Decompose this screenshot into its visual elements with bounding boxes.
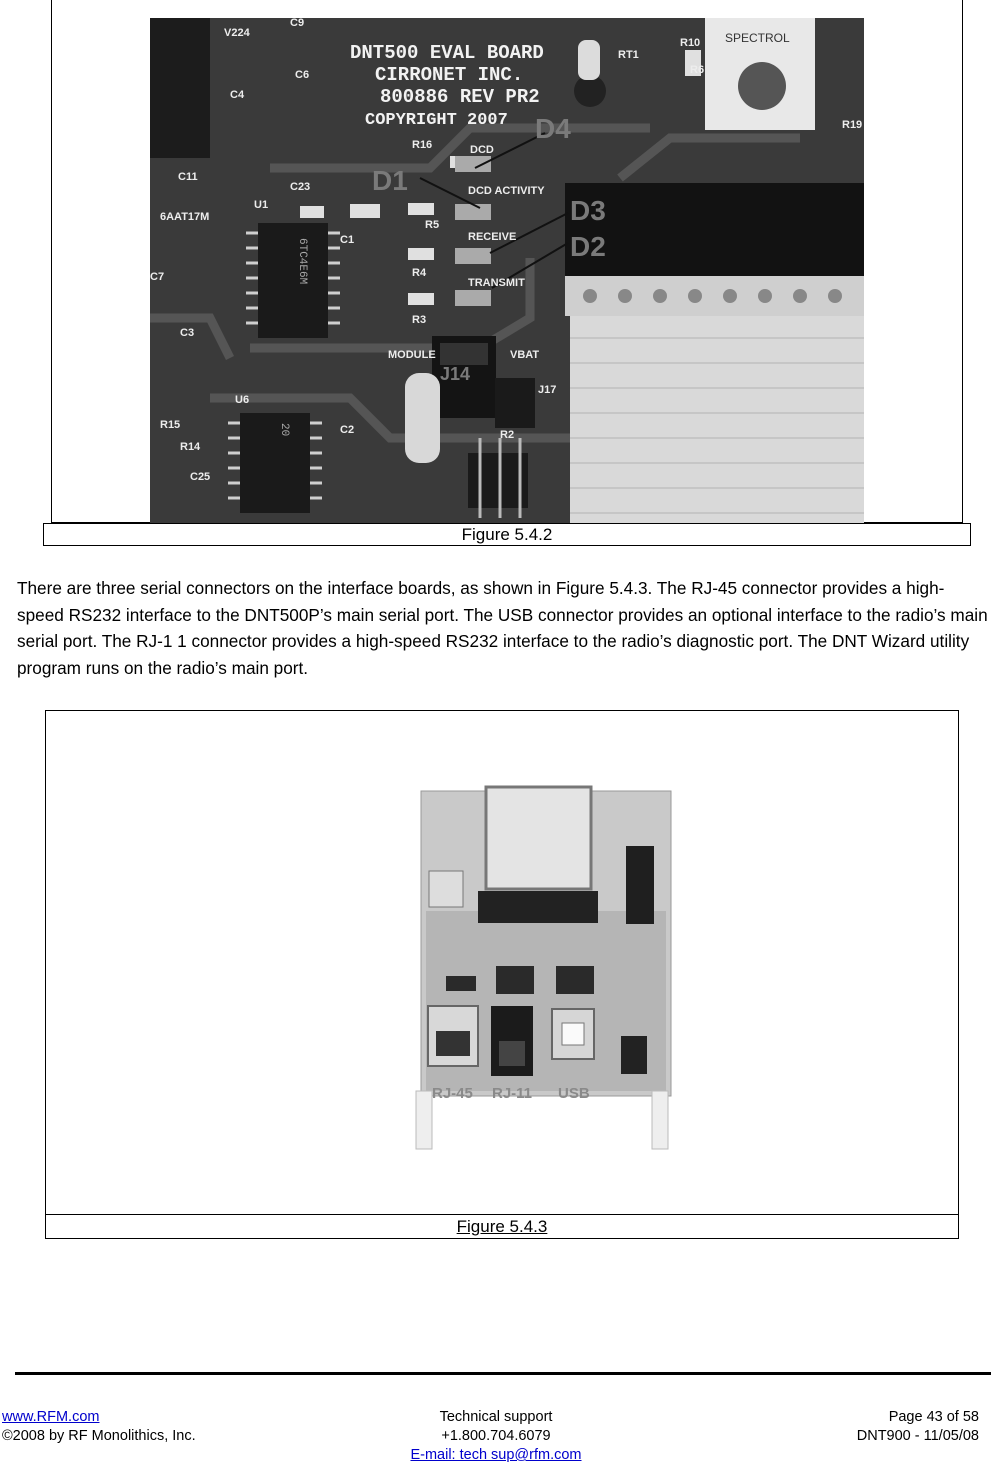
silkscreen-label: C6 xyxy=(295,69,310,81)
silkscreen-label: RT1 xyxy=(618,49,639,61)
silkscreen-label: VBAT xyxy=(510,349,540,361)
silkscreen-label: C4 xyxy=(230,89,245,101)
board-title-line: DNT500 EVAL BOARD xyxy=(350,42,544,64)
footer-rule xyxy=(15,1372,991,1375)
board-title-line: 800886 REV PR2 xyxy=(380,86,540,108)
silkscreen-label: R16 xyxy=(412,139,433,151)
silkscreen-label: TRANSMIT xyxy=(468,277,525,289)
footer-left xyxy=(2,1408,196,1446)
silkscreen-label: C9 xyxy=(290,18,305,29)
eval-board-closeup-photo xyxy=(150,18,864,523)
silkscreen-label: R5 xyxy=(425,219,440,231)
figure-5-4-3-caption xyxy=(45,1214,959,1239)
silkscreen-label: U1 xyxy=(254,199,269,211)
figure-5-4-3-frame xyxy=(45,710,959,1215)
led-callout-d3: D3 xyxy=(570,195,606,226)
connector-label-rj45: RJ-45 xyxy=(432,1085,473,1102)
led-callout-d1: D1 xyxy=(372,165,408,196)
support-phone: Technical support +1.800.704.6079 xyxy=(439,1409,553,1444)
website-link[interactable]: www.RFM.com xyxy=(2,1409,100,1425)
body-paragraph: There are three serial connectors on the interface boards, as shown in Figure 5.4.3. The RJ-45 connector provides a high-speed RS232 interface to the DNT500P’s main serial port. The USB connector provides an optional interface to the radio’s main serial port. The RJ-1 1 connector provides a high-speed RS232 interface to the radio’s diagnostic port. The DNT Wizard utility program runs on the radio’s main port. xyxy=(17,578,988,678)
silkscreen-label: R2 xyxy=(500,429,515,441)
chip-marking: 6TC4E6M xyxy=(296,238,308,285)
silkscreen-label: C1 xyxy=(340,234,355,246)
silkscreen-label: C7 xyxy=(150,271,165,283)
document-id: DNT900 - 11/05/08 xyxy=(856,1428,979,1444)
silkscreen-label: C23 xyxy=(290,181,311,193)
interface-board-photo xyxy=(286,711,761,1179)
silkscreen-label: SPECTROL xyxy=(725,31,790,45)
connector-label-rj11: RJ-11 xyxy=(492,1085,533,1102)
footer-right xyxy=(857,1408,979,1446)
silkscreen-label: J17 xyxy=(538,384,557,396)
silkscreen-label: C25 xyxy=(190,471,211,483)
silkscreen-label: C11 xyxy=(178,171,198,183)
silkscreen-label: C2 xyxy=(340,424,355,436)
silkscreen-label: R10 xyxy=(680,37,701,49)
board-title-line: CIRRONET INC. xyxy=(375,64,524,86)
copyright-text: ©2008 by RF Monolithics, Inc. xyxy=(2,1428,196,1444)
silkscreen-label: C3 xyxy=(180,327,195,339)
connector-label-usb: USB xyxy=(558,1085,590,1102)
silkscreen-label: R15 xyxy=(160,419,181,431)
silkscreen-label: DCD ACTIVITY xyxy=(468,185,545,197)
chip-marking: 20 xyxy=(278,423,290,437)
silkscreen-label: DCD xyxy=(470,144,494,156)
led-callout-d2: D2 xyxy=(570,231,606,262)
footer-center xyxy=(386,1408,606,1465)
silkscreen-label: MODULE xyxy=(388,349,436,361)
page-number: Page 43 of 58 xyxy=(888,1409,979,1425)
led-callout-d4: D4 xyxy=(535,113,571,144)
silkscreen-label: V224 xyxy=(224,27,250,39)
support-email-link[interactable]: E-mail: tech sup@rfm.com xyxy=(410,1447,582,1463)
figure-5-4-2-caption: Figure 5.4.2 xyxy=(43,523,971,546)
figure-5-4-3-caption-text: Figure 5.4.3 xyxy=(456,1217,548,1236)
silkscreen-label: R6 xyxy=(690,64,705,76)
silkscreen-label: 6AAT17M xyxy=(160,211,210,223)
silkscreen-label: RECEIVE xyxy=(468,231,517,243)
silkscreen-label: R3 xyxy=(412,314,427,326)
board-title-line: COPYRIGHT 2007 xyxy=(365,111,508,130)
silkscreen-label: R19 xyxy=(842,119,863,131)
jumper-callout-j14: J14 xyxy=(440,364,471,384)
silkscreen-label: R4 xyxy=(412,267,427,279)
silkscreen-label: R14 xyxy=(180,441,201,453)
silkscreen-label: U6 xyxy=(235,394,250,406)
